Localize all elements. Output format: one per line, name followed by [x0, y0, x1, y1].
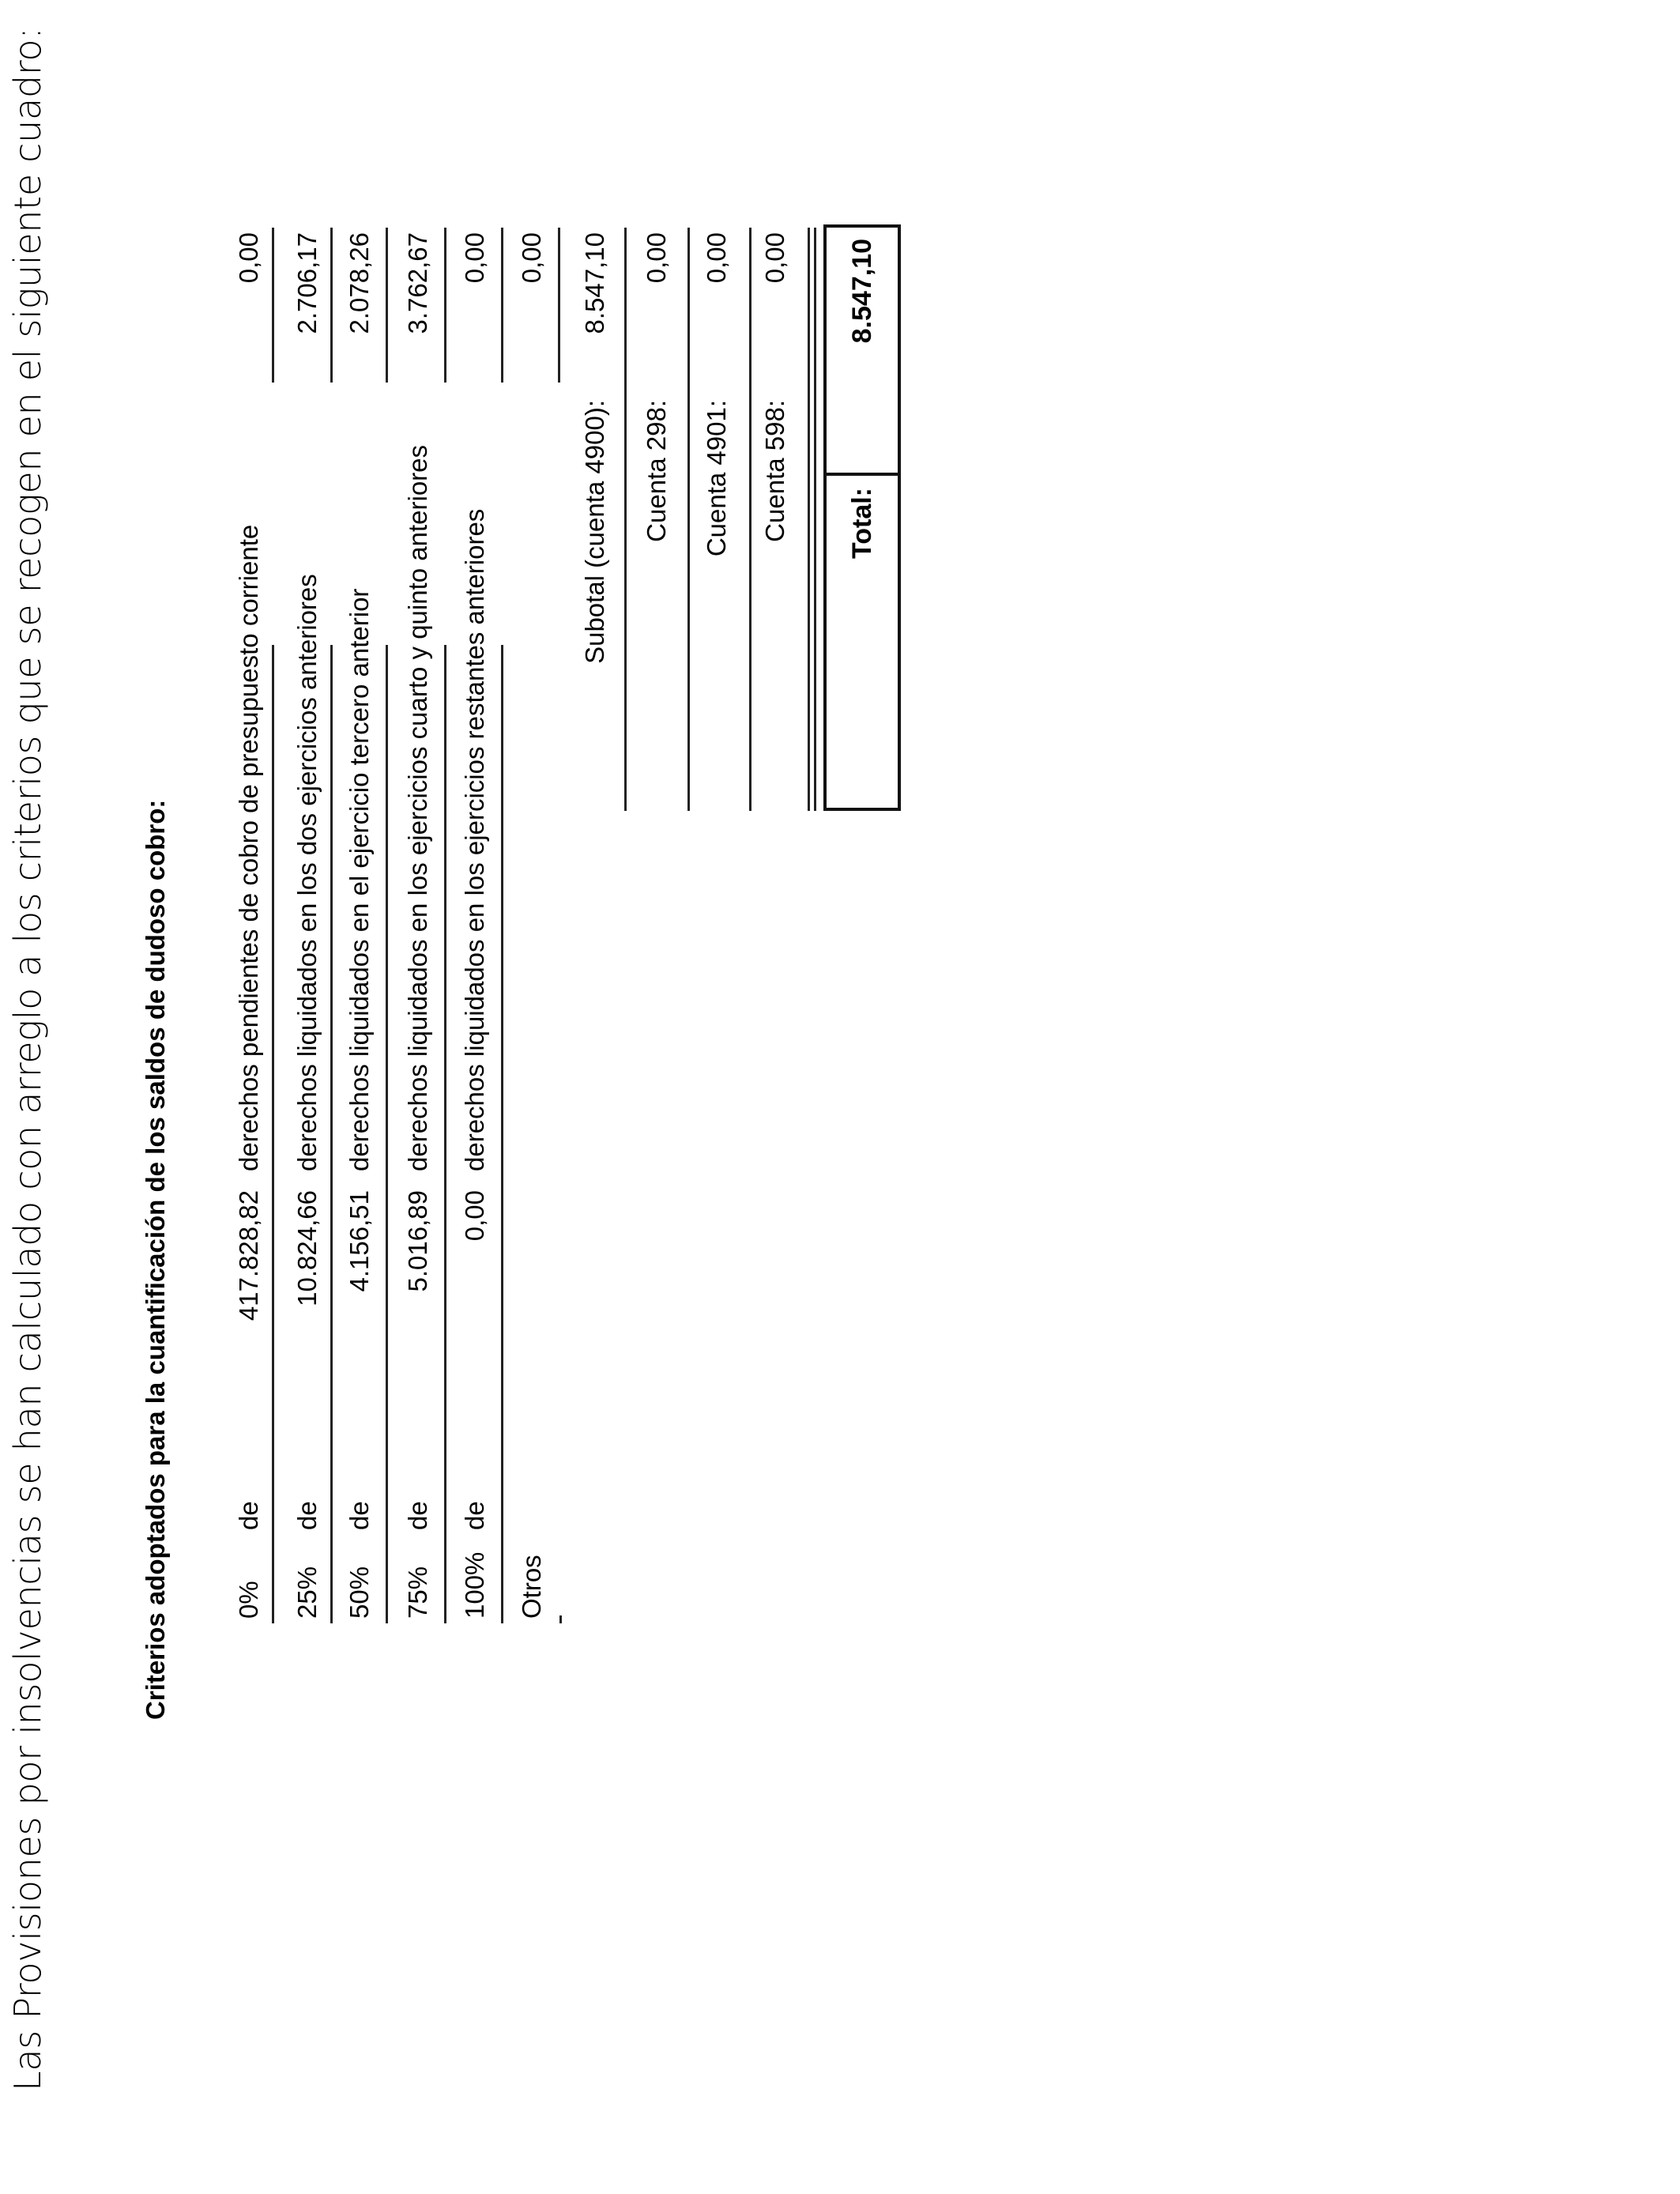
de-label: de [403, 1501, 432, 1530]
row-description: derechos liquidados en los ejercicios restantes anteriores [460, 508, 489, 1171]
provision-value: 2.706,17 [292, 232, 322, 334]
summary-value: 0,00 [642, 232, 671, 284]
row-divider [444, 228, 446, 383]
base-amount: 4.156,51 [345, 1190, 374, 1292]
summary-label: Subotal (cuenta 4900): [580, 400, 609, 664]
table-heading: Criterios adoptados para la cuantificación de los saldos de dudoso cobro: [141, 799, 170, 1720]
de-label: de [292, 1501, 322, 1530]
row-divider [386, 228, 388, 383]
base-amount: 0,00 [460, 1190, 489, 1242]
provision-value: 0,00 [460, 232, 489, 284]
provision-value: 0,00 [517, 232, 546, 284]
percentage: 50% [345, 1566, 374, 1619]
row-divider [444, 645, 446, 1623]
summary-divider [624, 228, 627, 811]
summary-value: 0,00 [760, 232, 789, 284]
row-divider [501, 645, 503, 1623]
total-label: Total: [847, 488, 877, 560]
base-amount: 10.824,66 [292, 1190, 322, 1306]
row-divider [501, 228, 503, 383]
summary-divider [814, 228, 816, 811]
percentage: 0% [234, 1581, 263, 1619]
total-divider [827, 473, 898, 476]
row-divider [558, 228, 560, 383]
provision-value: 3.762,67 [403, 232, 432, 334]
summary-divider [808, 228, 810, 811]
provision-value: 2.078,26 [345, 232, 374, 334]
provision-value: 0,00 [234, 232, 263, 284]
total-box [823, 224, 901, 811]
de-label: de [460, 1501, 489, 1530]
row-divider [386, 645, 388, 1623]
summary-label: Cuenta 598: [760, 400, 789, 542]
row-description: derechos liquidados en los dos ejercicios anteriores [292, 574, 322, 1171]
summary-label: Cuenta 4901: [702, 400, 731, 557]
summary-value: 8.547,10 [580, 232, 609, 334]
row-divider [559, 1615, 562, 1623]
row-description: derechos liquidados en el ejercicio tercero anterior [345, 588, 374, 1171]
summary-value: 0,00 [702, 232, 731, 284]
total-value: 8.547,10 [847, 239, 877, 344]
percentage: Otros [517, 1555, 546, 1619]
percentage: 25% [292, 1566, 322, 1619]
base-amount: 5.016,89 [403, 1190, 432, 1292]
row-divider [272, 228, 274, 383]
row-divider [272, 645, 274, 1623]
percentage: 75% [403, 1566, 432, 1619]
de-label: de [234, 1501, 263, 1530]
row-divider [330, 645, 333, 1623]
summary-divider [687, 228, 690, 811]
row-description: derechos liquidados en los ejercicios cuarto y quinto anteriores [403, 444, 432, 1171]
row-divider [330, 228, 333, 383]
percentage: 100% [460, 1551, 489, 1619]
base-amount: 417.828,82 [234, 1190, 263, 1321]
summary-label: Cuenta 298: [642, 400, 671, 542]
de-label: de [345, 1501, 374, 1530]
intro-paragraph: Las Provisiones por insolvencias se han calculado con arreglo a los criterios que se recogen en el siguiente cuadro: [6, 27, 49, 2091]
row-description: derechos pendientes de cobro de presupuesto corriente [234, 524, 263, 1171]
summary-divider [749, 228, 751, 811]
